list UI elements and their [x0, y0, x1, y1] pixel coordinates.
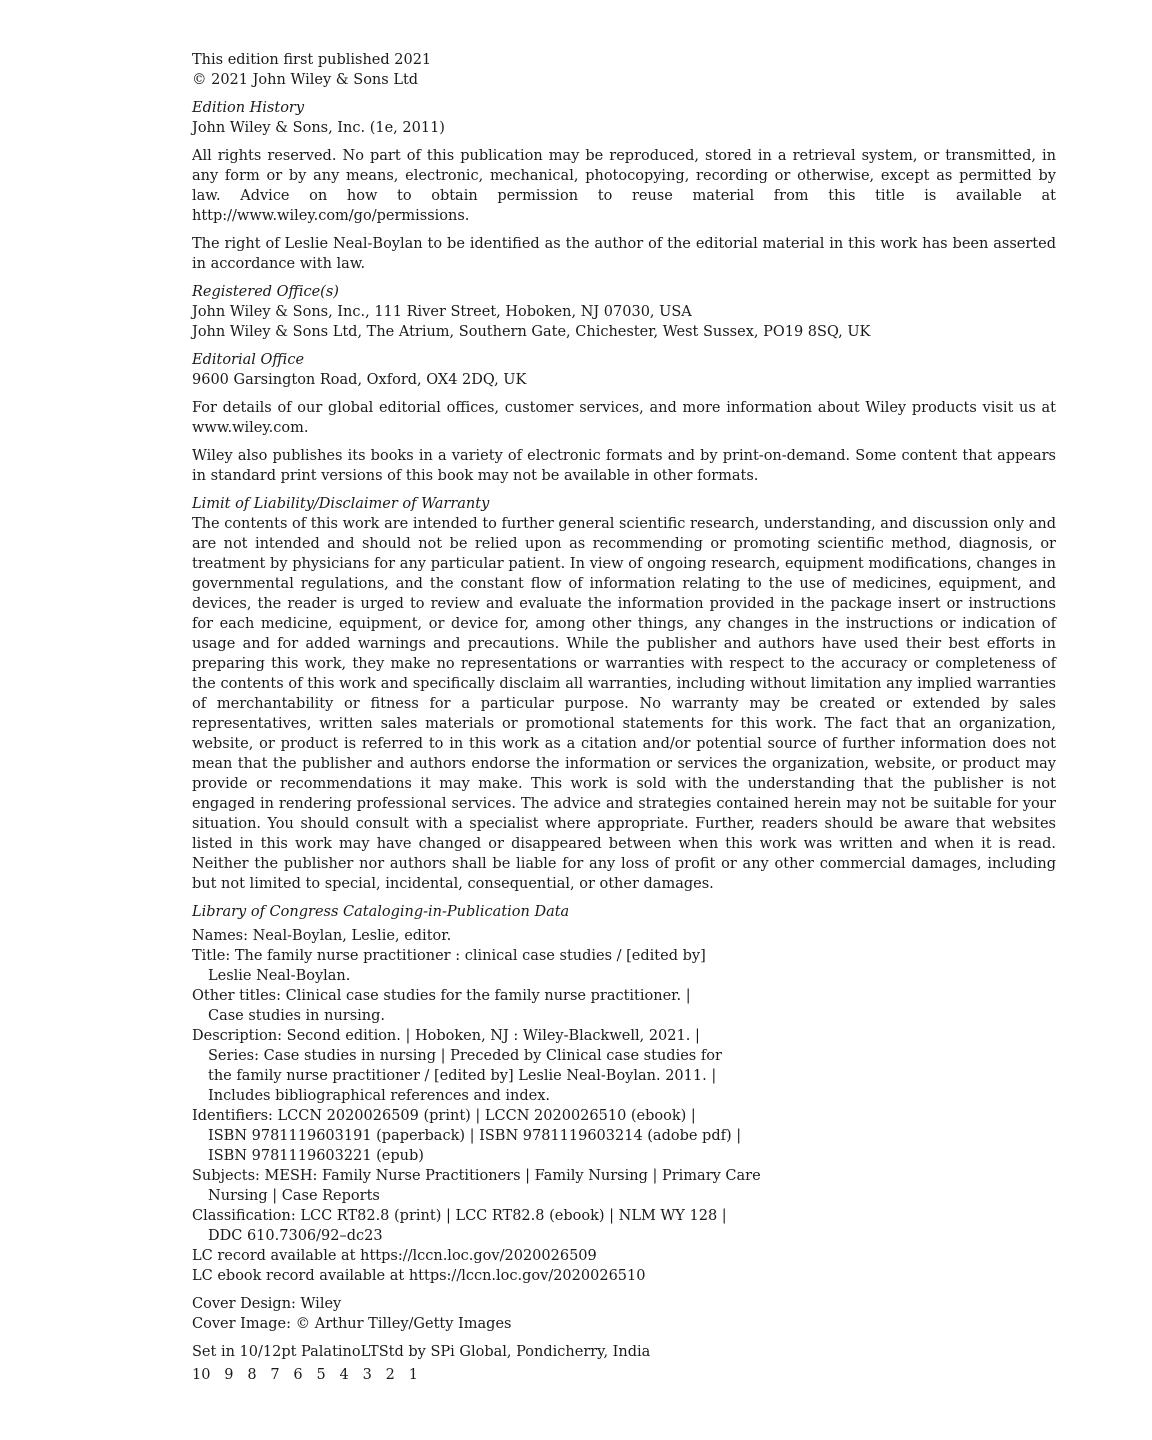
formats-paragraph: Wiley also publishes its books in a variety of electronic formats and by print-on-demand. Some content that appears in standard print versions of this book may not be available in other formats. [192, 448, 1056, 484]
cip-lc-record: LC record available at https://lccn.loc.gov/2020026509 [192, 1248, 597, 1264]
cip-description-cont-2: the family nurse practitioner / [edited by] Leslie Neal-Boylan. 2011. | [208, 1068, 717, 1084]
cip-block [192, 902, 1056, 1286]
editorial-office-heading: Editorial Office [192, 352, 305, 368]
cip-description-cont-1: Series: Case studies in nursing | Preceded by Clinical case studies for [208, 1048, 722, 1064]
first-published: This edition first published 2021 [192, 52, 432, 68]
cip-names: Names: Neal-Boylan, Leslie, editor. [192, 928, 452, 944]
edition-block [192, 50, 1056, 90]
registered-offices-block [192, 282, 1056, 342]
editorial-office-block [192, 350, 1056, 390]
liability-block [192, 494, 1056, 894]
registered-offices-heading: Registered Office(s) [192, 284, 339, 300]
cip-description: Description: Second edition. | Hoboken, NJ : Wiley-Blackwell, 2021. | [192, 1028, 700, 1044]
liability-heading: Limit of Liability/Disclaimer of Warranty [192, 496, 490, 512]
copyright-page [192, 50, 1056, 1370]
cip-identifiers-cont-1: ISBN 9781119603191 (paperback) | ISBN 9781119603214 (adobe pdf) | [208, 1128, 742, 1144]
cip-title: Title: The family nurse practitioner : clinical case studies / [edited by] [192, 948, 706, 964]
registered-office-us: John Wiley & Sons, Inc., 111 River Street, Hoboken, NJ 07030, USA [192, 304, 692, 320]
cip-subjects-cont: Nursing | Case Reports [208, 1188, 380, 1204]
cip-heading: Library of Congress Cataloging-in-Publication Data [192, 904, 570, 920]
cover-block [192, 1294, 1056, 1334]
cover-design: Cover Design: Wiley [192, 1296, 342, 1312]
global-offices-paragraph: For details of our global editorial offices, customer services, and more information about Wiley products visit us at www.wiley.com. [192, 400, 1056, 436]
cip-description-cont-3: Includes bibliographical references and index. [208, 1088, 550, 1104]
copyright-notice: © 2021 John Wiley & Sons Ltd [192, 72, 419, 88]
cip-classification: Classification: LCC RT82.8 (print) | LCC RT82.8 (ebook) | NLM WY 128 | [192, 1208, 727, 1224]
cip-subjects: Subjects: MESH: Family Nurse Practitioners | Family Nursing | Primary Care [192, 1168, 761, 1184]
printing-number-line: 10 9 8 7 6 5 4 3 2 1 [192, 1367, 418, 1383]
cip-other-titles: Other titles: Clinical case studies for the family nurse practitioner. | [192, 988, 691, 1004]
rights-paragraph: All rights reserved. No part of this publication may be reproduced, stored in a retrieval system, or transmitted, in any form or by any means, electronic, mechanical, photocopying, recording or otherwise, except as permitted by law. Advice on how to obtain permission to reuse material from this title is available at http://www.wiley.com/go/permissions. [192, 148, 1056, 224]
edition-history-block [192, 98, 1056, 138]
typeset-line: Set in 10/12pt PalatinoLTStd by SPi Global, Pondicherry, India [192, 1344, 651, 1360]
author-right-paragraph: The right of Leslie Neal-Boylan to be identified as the author of the editorial material in this work has been asserted in accordance with law. [192, 236, 1056, 272]
liability-text: The contents of this work are intended to further general scientific research, understanding, and discussion only and are not intended and should not be relied upon as recommending or promoting scientific method, diagnosis, or treatment by physicians for any particular patient. In view of ongoing research, equipment modifications, changes in governmental regulations, and the constant flow of information relating to the use of medicines, equipment, and devices, the reader is urged to review and evaluate the information provided in the package insert or instructions for each medicine, equipment, or device for, among other things, any changes in the instructions or indication of usage and for added warnings and precautions. While the publisher and authors have used their best efforts in preparing this work, they make no representations or warranties with respect to the accuracy or completeness of the contents of this work and specifically disclaim all warranties, including without limitation any implied warranties of merchantability or fitness for a particular purpose. No warranty may be created or extended by sales representatives, written sales materials or promotional statements for this work. The fact that an organization, website, or product is referred to in this work as a citation and/or potential source of further information does not mean that the publisher and authors endorse the information or services the organization, website, or product may provide or recommendations it may make. This work is sold with the understanding that the publisher is not engaged in rendering professional services. The advice and strategies contained herein may not be suitable for your situation. You should consult with a specialist where appropriate. Further, readers should be aware that websites listed in this work may have changed or disappeared between when this work was written and when it is read. Neither the publisher nor authors shall be liable for any loss of profit or any other commercial damages, including but not limited to special, incidental, consequential, or other damages. [192, 516, 1056, 892]
cip-identifiers: Identifiers: LCCN 2020026509 (print) | LCCN 2020026510 (ebook) | [192, 1108, 696, 1124]
registered-office-uk: John Wiley & Sons Ltd, The Atrium, Southern Gate, Chichester, West Sussex, PO19 8SQ, UK [192, 324, 871, 340]
cip-identifiers-cont-2: ISBN 9781119603221 (epub) [208, 1148, 424, 1164]
editorial-office-address: 9600 Garsington Road, Oxford, OX4 2DQ, UK [192, 372, 527, 388]
cover-image: Cover Image: © Arthur Tilley/Getty Images [192, 1316, 512, 1332]
edition-history-heading: Edition History [192, 100, 305, 116]
cip-title-cont: Leslie Neal-Boylan. [208, 968, 351, 984]
cip-other-titles-cont: Case studies in nursing. [208, 1008, 386, 1024]
edition-history-text: John Wiley & Sons, Inc. (1e, 2011) [192, 120, 445, 136]
cip-lc-ebook-record: LC ebook record available at https://lccn.loc.gov/2020026510 [192, 1268, 646, 1284]
cip-classification-cont: DDC 610.7306/92–dc23 [208, 1228, 383, 1244]
